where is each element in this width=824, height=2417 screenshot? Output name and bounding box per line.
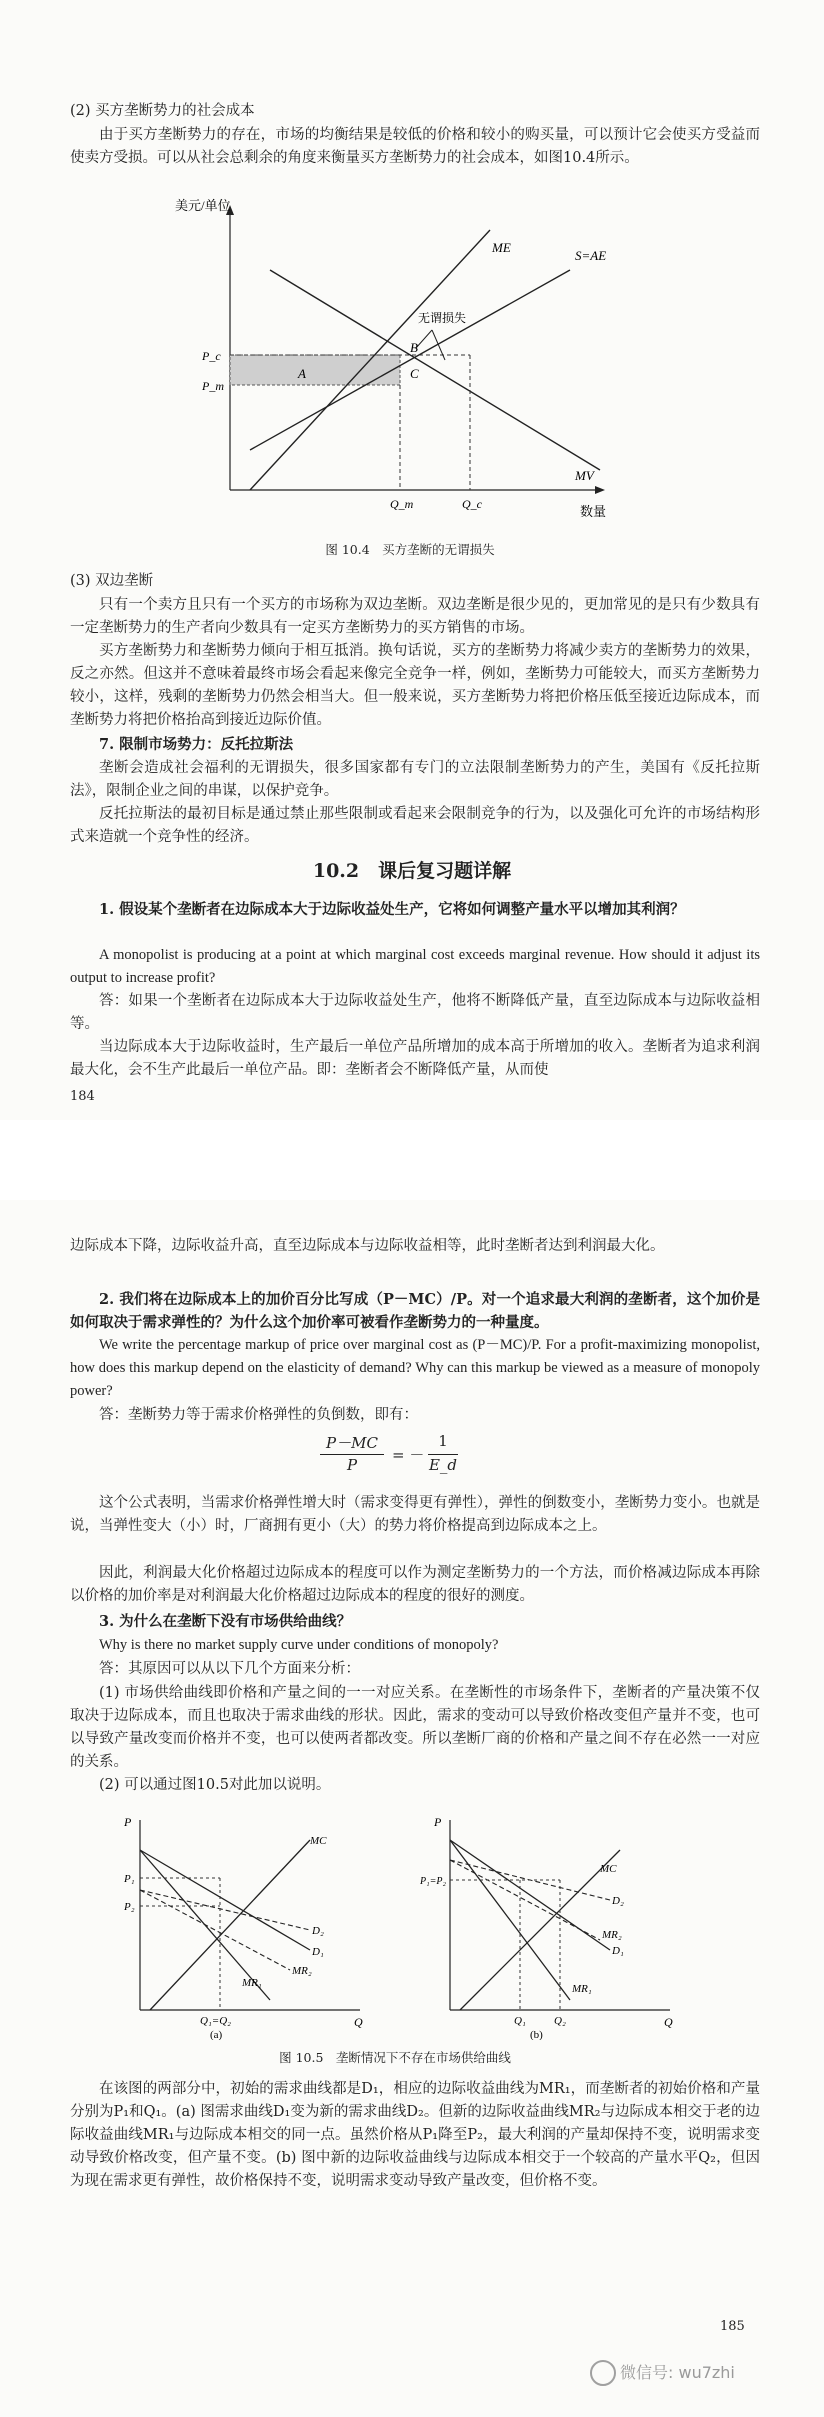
pm-label: P_m [202,379,224,393]
d2-curve [140,1890,310,1930]
axis-q-label-b: Q [664,2015,673,2029]
question-2-answer-3: 因此，利润最大化价格超过边际成本的程度可以作为测定垄断势力的一个方法，而价格减边际成本再除以价格的加价率是对利润最大化价格超过边际成本的程度的很好的测度。 [70,1565,760,1604]
final-paragraph: 在该图的两部分中，初始的需求曲线都是D₁，相应的边际收益曲线为MR₁，而垄断者的初始价格和产量分别为P₁和Q₁。(a) 图需求曲线D₁变为新的需求曲线D₂。但新的边际收益曲线MR₂与边际成本相交于老的边际收益曲线MR₁与边际成本相交的同一点。虽然价格从P₁降至P₂，最大利润的产量却保持不变，说明需求变动导致价格改变，但产量不变。(b) 图中新的边际收益曲线与边际成本相交于一个较高的产量水平Q₂，但因为现在需求更有弹性，故价格保持不变，说明需求变动导致产量改变，但价格不变。 [70,2081,760,2189]
d1-label-a: D₁ [312,1946,324,1958]
mc-curve [150,1840,310,2010]
y-axis-label: 美元/单位 [175,198,231,213]
section-7-paragraph-1: 垄断会造成社会福利的无谓损失，很多国家都有专门的立法限制垄断势力的产生，美国有《反托拉斯法》，限制企业之间的串谋，以保护竞争。 [70,760,760,799]
mr2-curve-b [450,1860,600,1940]
figure-10-5-b [420,1810,680,2040]
question-2-english: We write the percentage markup of price over marginal cost as (P－MC)/P. For a profit-maximizing monopolist, how does this markup depend on the elasticity of demand? Why can this markup be viewed as a measure of monopoly power? [70,1337,760,1399]
formula-right-denominator: E_d [428,1456,458,1474]
section-7-title: 7. 限制市场势力：反托拉斯法 [99,736,294,753]
mr1-curve-b [450,1840,570,2000]
question-1-english: A monopolist is producing at a point at which marginal cost exceeds marginal revenue. How should it adjust its output to increase profit? [70,947,760,986]
qm-label: Q_m [390,497,414,511]
question-1-answer-2: 当边际成本大于边际收益时，生产最后一单位产品所增加的成本高于所增加的收入。垄断者为追求利润最大化，会不生产此最后一单位产品。即：垄断者会不断降低产量，从而使 [70,1039,760,1078]
question-3-point-2: (2) 可以通过图10.5对此加以说明。 [99,1777,331,1793]
wechat-icon [590,2360,616,2386]
question-2-answer-2: 这个公式表明，当需求价格弹性增大时（需求变得更有弹性），弹性的倒数变小，垄断势力变小。也就是说，当弹性变大（小）时，厂商拥有更小（大）的势力将价格提高到边际成本之上。 [70,1495,760,1534]
axis-p-label-b: P [434,1815,442,1829]
q1-label-b: Q₁ [514,2015,526,2027]
question-1-answer-1: 答：如果一个垄断者在边际成本大于边际收益处生产，他将不断降低产量，直至边际成本与边际收益相等。 [70,993,760,1032]
mr2-label-a: MR₂ [292,1965,312,1977]
mr1-label-a: MR₁ [242,1977,262,1989]
qc-label: Q_c [462,497,482,511]
question-3-point-1: (1) 市场供给曲线即价格和产量之间的一一对应关系。在垄断性的市场条件下，垄断者的产量决策不仅取决于边际成本，而且也取决于需求曲线的形状。因此，需求的变动可以导致价格改变但产量并不变，也可以导致产量改变而价格并不变，也可以使两者都改变。所以垄断厂商的价格和产量之间不存在必然一一对应的关系。 [70,1685,760,1770]
question-3-chinese: 3. 为什么在垄断下没有市场供给曲线？ [99,1613,352,1630]
page-number-184: 184 [70,1089,95,1104]
mr2-label-b: MR₂ [602,1929,622,1941]
formula-right-numerator: 1 [438,1432,448,1450]
me-label: ME [492,240,511,255]
subsection-3-paragraph-2: 买方垄断势力和垄断势力倾向于相互抵消。换句话说，买方的垄断势力将减少卖方的垄断势力的效果，反之亦然。但这并不意味着最终市场会看起来像完全竞争一样，例如，垄断势力可能较大，而买方垄断势力较小，这样，残剩的垄断势力仍然会相当大。但一般来说，买方垄断势力将把价格压低至接近边际成本，而垄断势力将把价格抬高到接近边际价值。 [70,643,760,728]
figure-10-4 [170,190,650,530]
question-2-chinese: 2. 我们将在边际成本上的加价百分比写成（P－MC）/P。对一个追求最大利润的垄断者，这个加价是如何取决于需求弹性的？为什么这个加价率可被看作垄断势力的一种量度。 [70,1291,760,1331]
page-number-185: 185 [720,2319,745,2334]
page-184 [0,0,824,1200]
subsection-3-paragraph-1: 只有一个卖方且只有一个买方的市场称为双边垄断。双边垄断是很少见的，更加常见的是只有少数具有一定垄断势力的生产者向少数具有一定买方垄断势力的买方销售的市场。 [70,597,760,636]
axis-p-label: P [124,1815,132,1829]
panel-b-label: (b) [530,2029,543,2040]
subsection-2-title: (2) 买方垄断势力的社会成本 [70,103,255,119]
figure-10-4-caption: 图 10.4 买方垄断的无谓损失 [325,542,495,557]
q-label-a: Q₁=Q₂ [200,2015,231,2027]
figure-10-5-a [110,1810,370,2040]
mr1-label-b: MR₁ [572,1983,592,1995]
d1-curve-b [450,1840,610,1950]
area-c-label: C [410,366,419,381]
question-1-answer-continued: 边际成本下降，边际收益升高，直至边际成本与边际收益相等，此时垄断者达到利润最大化。 [70,1238,665,1254]
subsection-3-title: (3) 双边垄断 [70,573,154,589]
axis-q-label: Q [354,2015,363,2029]
question-3-answer: 答：其原因可以从以下几个方面来分析： [99,1661,360,1677]
question-3-english: Why is there no market supply curve under conditions of monopoly? [99,1637,499,1653]
mc-label-a: MC [310,1835,327,1847]
panel-a-label: (a) [210,2029,223,2040]
mc-curve-b [460,1850,620,2010]
subsection-2-paragraph: 由于买方垄断势力的存在，市场的均衡结果是较低的价格和较小的购买量，可以预计它会使买方受益而使卖方受损。可以从社会总剩余的角度来衡量买方垄断势力的社会成本，如图10.4所示。 [70,127,760,166]
d2-label-b: D₂ [612,1895,624,1907]
d2-label-a: D₂ [312,1925,324,1937]
question-1-chinese: 1. 假设某个垄断者在边际成本大于边际收益处生产，它将如何调整产量水平以增加其利润？ [99,901,685,918]
formula-denominator: P [346,1456,358,1474]
area-a-label: A [298,366,306,381]
pc-label: P_c [202,349,221,363]
p-label-b: P₁=P₂ [420,1876,446,1887]
formula-equals: = － [392,1446,425,1464]
q2-label-b: Q₂ [554,2015,566,2027]
p2-label-a: P₂ [124,1901,135,1913]
figure-10-5-caption: 图 10.5 垄断情况下不存在市场供给曲线 [279,2050,511,2065]
mc-label-b: MC [600,1863,617,1875]
watermark: 微信号: wu7zhi [620,2363,735,2382]
formula-numerator: P－MC [326,1434,378,1452]
question-2-answer-intro: 答：垄断势力等于需求价格弹性的负倒数，即有： [99,1407,418,1423]
mv-label: MV [575,468,594,483]
section-heading-10-2: 10.2 课后复习题详解 [312,860,512,882]
mr2-curve [140,1890,290,1970]
area-b-label: B [410,340,418,355]
ae-label: S=AE [575,248,607,263]
markup-formula [320,1432,520,1482]
p1-label-a: P₁ [124,1873,135,1885]
section-7-paragraph-2: 反托拉斯法的最初目标是通过禁止那些限制或看起来会限制竞争的行为，以及强化可允许的市场结构形式来造就一个竞争性的经济。 [70,806,760,845]
x-axis-label: 数量 [580,504,607,519]
d1-label-b: D₁ [612,1945,624,1957]
page-185 [0,1200,824,2417]
dwl-label: 无谓损失 [418,311,467,325]
